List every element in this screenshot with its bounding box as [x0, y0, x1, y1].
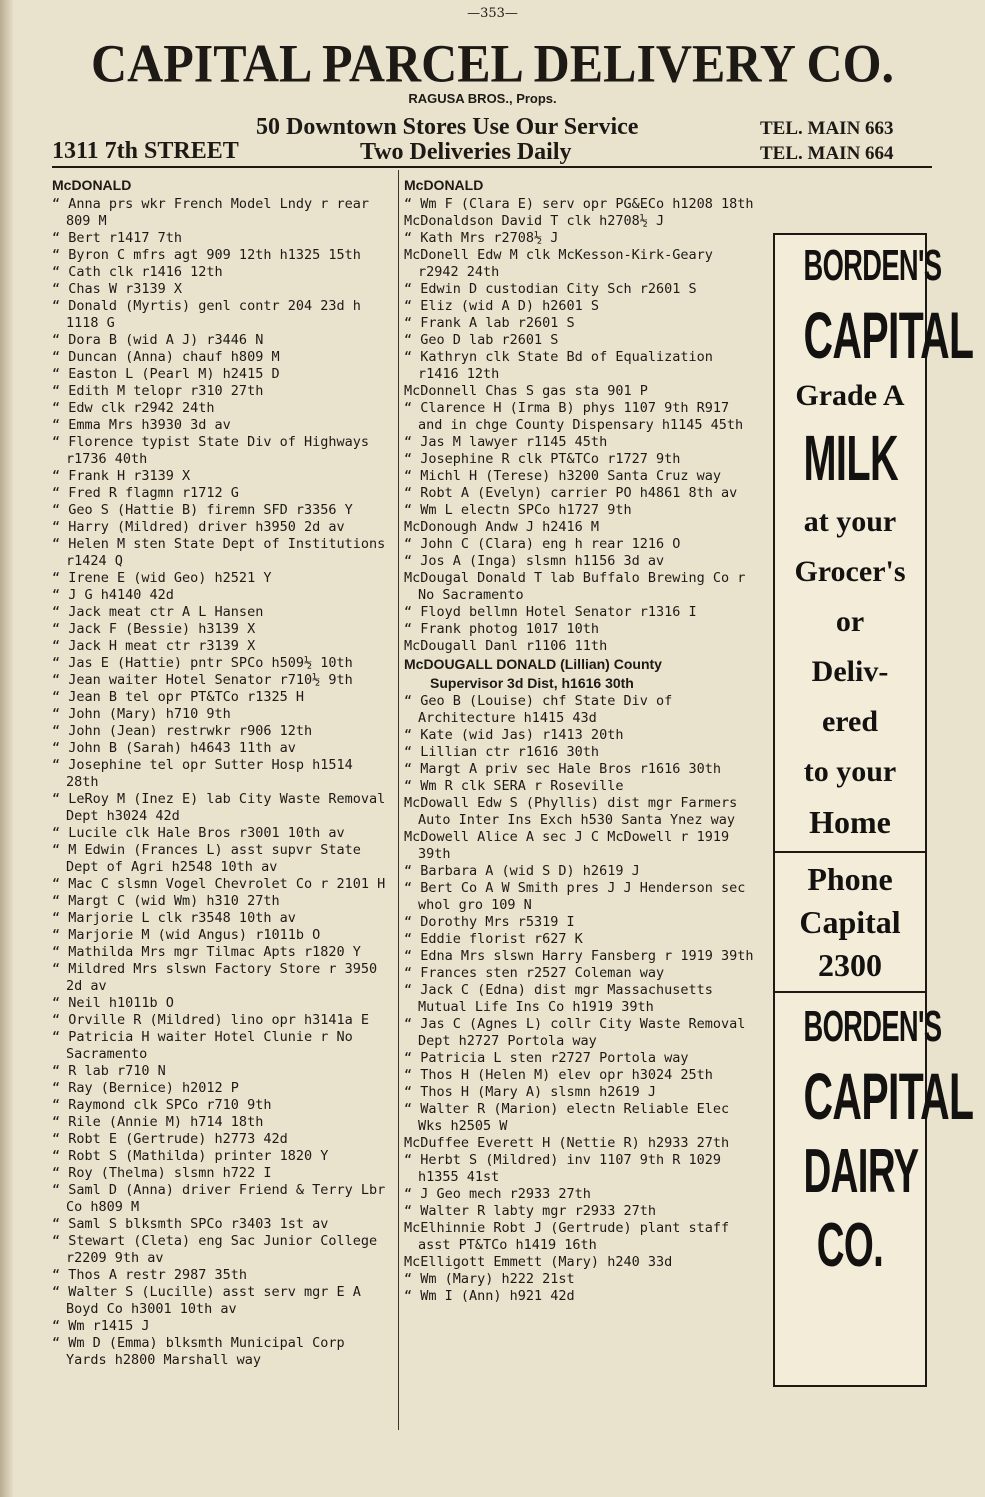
right-column-entry: McDonell Edw M clk McKesson-Kirk-Geary r2942 24th	[404, 247, 713, 280]
left-column-entry: “ Jack meat ctr A L Hansen	[52, 604, 264, 620]
right-column-entry: McDonough Andw J h2416 M	[404, 519, 600, 535]
right-column-entry: “ Thos H (Mary A) slsmn h2619 J	[404, 1084, 656, 1100]
left-column-entry: “ Easton L (Pearl M) h2415 D	[52, 366, 280, 382]
left-column-entry: “ Emma Mrs h3930 3d av	[52, 417, 231, 433]
left-column-entry: “ Cath clk r1416 12th	[52, 264, 223, 280]
left-column-entry: “ Lucile clk Hale Bros r3001 10th av	[52, 825, 345, 841]
right-column-entry: McDonnell Chas S gas sta 901 P	[404, 383, 648, 399]
right-column-entry: McDougal Donald T lab Buffalo Brewing Co r No Sacramento	[404, 570, 746, 603]
left-column-entry: “ Irene E (wid Geo) h2521 Y	[52, 570, 272, 586]
right-column-entry: “ Edna Mrs slswn Harry Fansberg r 1919 39th	[404, 948, 754, 964]
left-column-entry: “ Saml D (Anna) driver Friend & Terry Lbr Co h809 M	[52, 1182, 386, 1215]
left-column-entry: “ Jean B tel opr PT&TCo r1325 H	[52, 689, 304, 705]
header-rule	[52, 166, 932, 168]
left-column-entry: “ Geo S (Hattie B) firemn SFD r3356 Y	[52, 502, 353, 518]
left-column-entry: “ Jack H meat ctr r3139 X	[52, 638, 256, 654]
ad-co: CO.	[816, 1211, 884, 1280]
right-column-entry: McDonaldson David T clk h2708½ J	[404, 213, 665, 229]
left-column-entry: “ Rile (Annie M) h714 18th	[52, 1114, 264, 1130]
bordens-advertisement	[773, 233, 974, 1387]
banner-slogan-stores: 50 Downtown Stores Use Our Service	[256, 114, 639, 140]
banner-slogan-deliveries: Two Deliveries Daily	[360, 139, 572, 165]
right-column-entry: “ Walter R labty mgr r2933 27th	[404, 1203, 656, 1219]
left-column-entry: “ Donald (Myrtis) genl contr 204 23d h 1118 G	[52, 298, 361, 331]
banner-tel-1: TEL. MAIN 663	[760, 118, 894, 139]
left-column	[52, 176, 392, 1369]
column-divider	[398, 170, 399, 1430]
left-column-entry: “ Mac C slsmn Vogel Chevrolet Co r 2101 H	[52, 876, 386, 892]
left-column-entry: “ Walter S (Lucille) asst serv mgr E A Boyd Co h3001 10th av	[52, 1284, 361, 1317]
ad-or: or	[835, 605, 865, 638]
left-column-entry: “ Patricia H waiter Hotel Clunie r No Sacramento	[52, 1029, 353, 1062]
right-column-entry: “ Wm (Mary) h222 21st	[404, 1271, 575, 1287]
ad-grocers: Grocer's	[794, 555, 906, 588]
ad-phone-capital: Capital	[799, 904, 901, 940]
right-column-entry: McDowall Edw S (Phyllis) dist mgr Farmers Auto Inter Ins Exch h530 Santa Ynez way	[404, 795, 738, 828]
left-column-entry: “ Ray (Bernice) h2012 P	[52, 1080, 239, 1096]
right-column-entry: “ Wm F (Clara E) serv opr PG&ECo h1208 18th	[404, 196, 754, 212]
right-column-entry: “ Bert Co A W Smith pres J J Henderson sec whol gro 109 N	[404, 880, 746, 913]
right-column-entry: “ Margt A priv sec Hale Bros r1616 30th	[404, 761, 721, 777]
right-column-entry: “ Frank photog 1017 10th	[404, 621, 600, 637]
bold-entry-line-2: Supervisor 3d Dist, h1616 30th	[430, 675, 634, 691]
right-column-entry: “ Geo D lab r2601 S	[404, 332, 559, 348]
left-column-entry: “ M Edwin (Frances L) asst supvr State Dept of Agri h2548 10th av	[52, 842, 361, 875]
right-column-heading: McDONALD	[404, 177, 484, 193]
ad-home: Home	[809, 804, 891, 840]
right-column-entry: “ John C (Clara) eng h rear 1216 O	[404, 536, 681, 552]
right-column-entry: “ Patricia L sten r2727 Portola way	[404, 1050, 689, 1066]
left-column-entry: “ Marjorie M (wid Angus) r1011b O	[52, 927, 321, 943]
left-column-entry: “ Frank H r3139 X	[52, 468, 191, 484]
left-column-entry: “ Roy (Thelma) slsmn h722 I	[52, 1165, 272, 1181]
left-column-entry: “ Neil h1011b O	[52, 995, 174, 1011]
ad-grade-a: Grade A	[795, 379, 905, 412]
right-column-entry: “ Edwin D custodian City Sch r2601 S	[404, 281, 697, 297]
right-column-entry: “ Wm R clk SERA r Roseville	[404, 778, 624, 794]
left-column-entry: “ Margt C (wid Wm) h310 27th	[52, 893, 280, 909]
ad-dairy: DAIRY	[803, 1137, 919, 1206]
right-column-entry: “ Thos H (Helen M) elev opr h3024 25th	[404, 1067, 713, 1083]
left-column-entry: “ Helen M sten State Dept of Institutions r1424 Q	[52, 536, 386, 569]
right-column-entry: “ Josephine R clk PT&TCo r1727 9th	[404, 451, 681, 467]
left-column-entry: “ Bert r1417 7th	[52, 230, 183, 246]
ad-milk: MILK	[803, 422, 898, 494]
left-column-entry: “ LeRoy M (Inez E) lab City Waste Removal Dept h3024 42d	[52, 791, 386, 824]
right-column-entry: McDowell Alice A sec J C McDowell r 1919 39th	[404, 829, 730, 862]
left-column-heading: McDONALD	[52, 177, 132, 193]
left-column-entry: “ Josephine tel opr Sutter Hosp h1514 28th	[52, 757, 353, 790]
left-column-entry: “ Edw clk r2942 24th	[52, 400, 215, 416]
banner-address: 1311 7th STREET	[52, 138, 239, 164]
left-column-entry: “ R lab r710 N	[52, 1063, 166, 1079]
ad-ered: ered	[821, 705, 879, 738]
right-column-entry: McDougall Danl r1106 11th	[404, 638, 608, 654]
right-column-entry: “ Eddie florist r627 K	[404, 931, 583, 947]
left-column-entry: “ Orville R (Mildred) lino opr h3141a E	[52, 1012, 369, 1028]
ad-at-your: at your	[803, 505, 897, 538]
left-column-entry: “ Wm r1415 J	[52, 1318, 150, 1334]
right-column-entry: “ Clarence H (Irma B) phys 1107 9th R917 and in chge County Dispensary h1145 45th	[404, 400, 744, 433]
right-column-entry: “ Herbt S (Mildred) inv 1107 9th R 1029 h1355 41st	[404, 1152, 721, 1185]
bold-entry-line-1: McDOUGALL DONALD (Lillian) County	[404, 656, 662, 672]
left-column-entry: “ Wm D (Emma) blksmth Municipal Corp Yards h2800 Marshall way	[52, 1335, 345, 1368]
right-column-entry: “ Michl H (Terese) h3200 Santa Cruz way	[404, 468, 721, 484]
right-column-entry: “ Jas C (Agnes L) collr City Waste Removal Dept h2727 Portola way	[404, 1016, 746, 1049]
left-column-entry: “ Dora B (wid A J) r3446 N	[52, 332, 264, 348]
right-column-entry: “ Geo B (Louise) chf State Div of Architecture h1415 43d	[404, 693, 673, 726]
right-column-entry: “ Walter R (Marion) electn Reliable Elec Wks h2505 W	[404, 1101, 730, 1134]
banner-title: CAPITAL PARCEL DELIVERY CO.	[91, 32, 894, 94]
right-column-entry: McDuffee Everett H (Nettie R) h2933 27th	[404, 1135, 730, 1151]
left-column-entry: “ John B (Sarah) h4643 11th av	[52, 740, 296, 756]
left-column-entry: “ Anna prs wkr French Model Lndy r rear 809 M	[52, 196, 369, 229]
left-column-entry: “ Chas W r3139 X	[52, 281, 183, 297]
left-column-entry: “ Edith M telopr r310 27th	[52, 383, 264, 399]
left-column-entry: “ Florence typist State Div of Highways r1736 40th	[52, 434, 369, 467]
left-column-entry: “ Robt S (Mathilda) printer 1820 Y	[52, 1148, 329, 1164]
left-column-entry: “ John (Jean) restrwkr r906 12th	[52, 723, 313, 739]
right-column-entry: “ Robt A (Evelyn) carrier PO h4861 8th av	[404, 485, 738, 501]
page-number: —353—	[467, 6, 518, 21]
banner-props: RAGUSA BROS., Props.	[408, 91, 557, 106]
right-column-entry: “ Eliz (wid A D) h2601 S	[404, 298, 600, 314]
right-column-entry: “ Wm I (Ann) h921 42d	[404, 1288, 575, 1304]
ad-phone-number: 2300	[818, 947, 882, 983]
right-column-entry: “ Jas M lawyer r1145 45th	[404, 434, 608, 450]
ad-deliv: Deliv-	[811, 655, 889, 688]
ad-divider-1	[775, 851, 925, 853]
left-column-entry: “ Marjorie L clk r3548 10th av	[52, 910, 296, 926]
right-column-entry: “ Dorothy Mrs r5319 I	[404, 914, 575, 930]
right-column	[404, 176, 760, 1305]
left-column-entry: “ Jack F (Bessie) h3139 X	[52, 621, 256, 637]
left-column-entry: “ Mathilda Mrs mgr Tilmac Apts r1820 Y	[52, 944, 361, 960]
right-column-entry: “ Barbara A (wid S D) h2619 J	[404, 863, 640, 879]
left-column-entry: “ Byron C mfrs agt 909 12th h1325 15th	[52, 247, 361, 263]
right-column-entry: “ Wm L electn SPCo h1727 9th	[404, 502, 632, 518]
left-column-entry: “ Fred R flagmn r1712 G	[52, 485, 239, 501]
right-column-entry: “ Frank A lab r2601 S	[404, 315, 575, 331]
left-entry-list	[52, 196, 392, 1369]
right-column-entry: “ Frances sten r2527 Coleman way	[404, 965, 665, 981]
left-column-entry: “ J G h4140 42d	[52, 587, 174, 603]
left-column-entry: “ Duncan (Anna) chauf h809 M	[52, 349, 280, 365]
right-column-entry: “ Kate (wid Jas) r1413 20th	[404, 727, 624, 743]
banner-tel-2: TEL. MAIN 664	[760, 143, 894, 164]
left-column-entry: “ Mildred Mrs slswn Factory Store r 3950 2d av	[52, 961, 378, 994]
left-column-entry: “ Thos A restr 2987 35th	[52, 1267, 248, 1283]
left-column-entry: “ Harry (Mildred) driver h3950 2d av	[52, 519, 345, 535]
ad-capital-top: CAPITAL	[803, 298, 974, 372]
left-column-entry: “ Stewart (Cleta) eng Sac Junior College r2209 9th av	[52, 1233, 378, 1266]
right-column-entry: McElhinnie Robt J (Gertrude) plant staff asst PT&TCo h1419 16th	[404, 1220, 730, 1253]
right-column-entry: “ Kathryn clk State Bd of Equalization r1416 12th	[404, 349, 713, 382]
left-column-entry: “ Saml S blksmth SPCo r3403 1st av	[52, 1216, 329, 1232]
right-column-entry: “ Lillian ctr r1616 30th	[404, 744, 600, 760]
right-entry-list-a	[404, 196, 760, 655]
page-binding-shadow	[0, 0, 14, 1497]
right-entry-list-b	[404, 693, 760, 1305]
right-column-entry: “ Jos A (Inga) slsmn h1156 3d av	[404, 553, 665, 569]
ad-divider-2	[775, 991, 925, 993]
left-column-entry: “ Jean waiter Hotel Senator r710½ 9th	[52, 672, 353, 688]
ad-to-your: to your	[803, 755, 897, 788]
right-column-entry: McElligott Emmett (Mary) h240 33d	[404, 1254, 673, 1270]
ad-brand-bottom: BORDEN'S	[803, 1002, 942, 1051]
left-column-entry: “ Robt E (Gertrude) h2773 42d	[52, 1131, 288, 1147]
ad-brand-top: BORDEN'S	[803, 241, 942, 290]
left-column-entry: “ Raymond clk SPCo r710 9th	[52, 1097, 272, 1113]
right-column-entry: “ Floyd bellmn Hotel Senator r1316 I	[404, 604, 697, 620]
left-column-entry: “ John (Mary) h710 9th	[52, 706, 231, 722]
right-column-entry: “ Jack C (Edna) dist mgr Massachusetts Mutual Life Ins Co h1919 39th	[404, 982, 713, 1015]
right-column-entry: “ Kath Mrs r2708½ J	[404, 230, 559, 246]
ad-phone: Phone	[807, 861, 893, 897]
left-column-entry: “ Jas E (Hattie) pntr SPCo h509½ 10th	[52, 655, 353, 671]
right-column-entry: “ J Geo mech r2933 27th	[404, 1186, 591, 1202]
ad-capital-bottom: CAPITAL	[803, 1059, 974, 1133]
